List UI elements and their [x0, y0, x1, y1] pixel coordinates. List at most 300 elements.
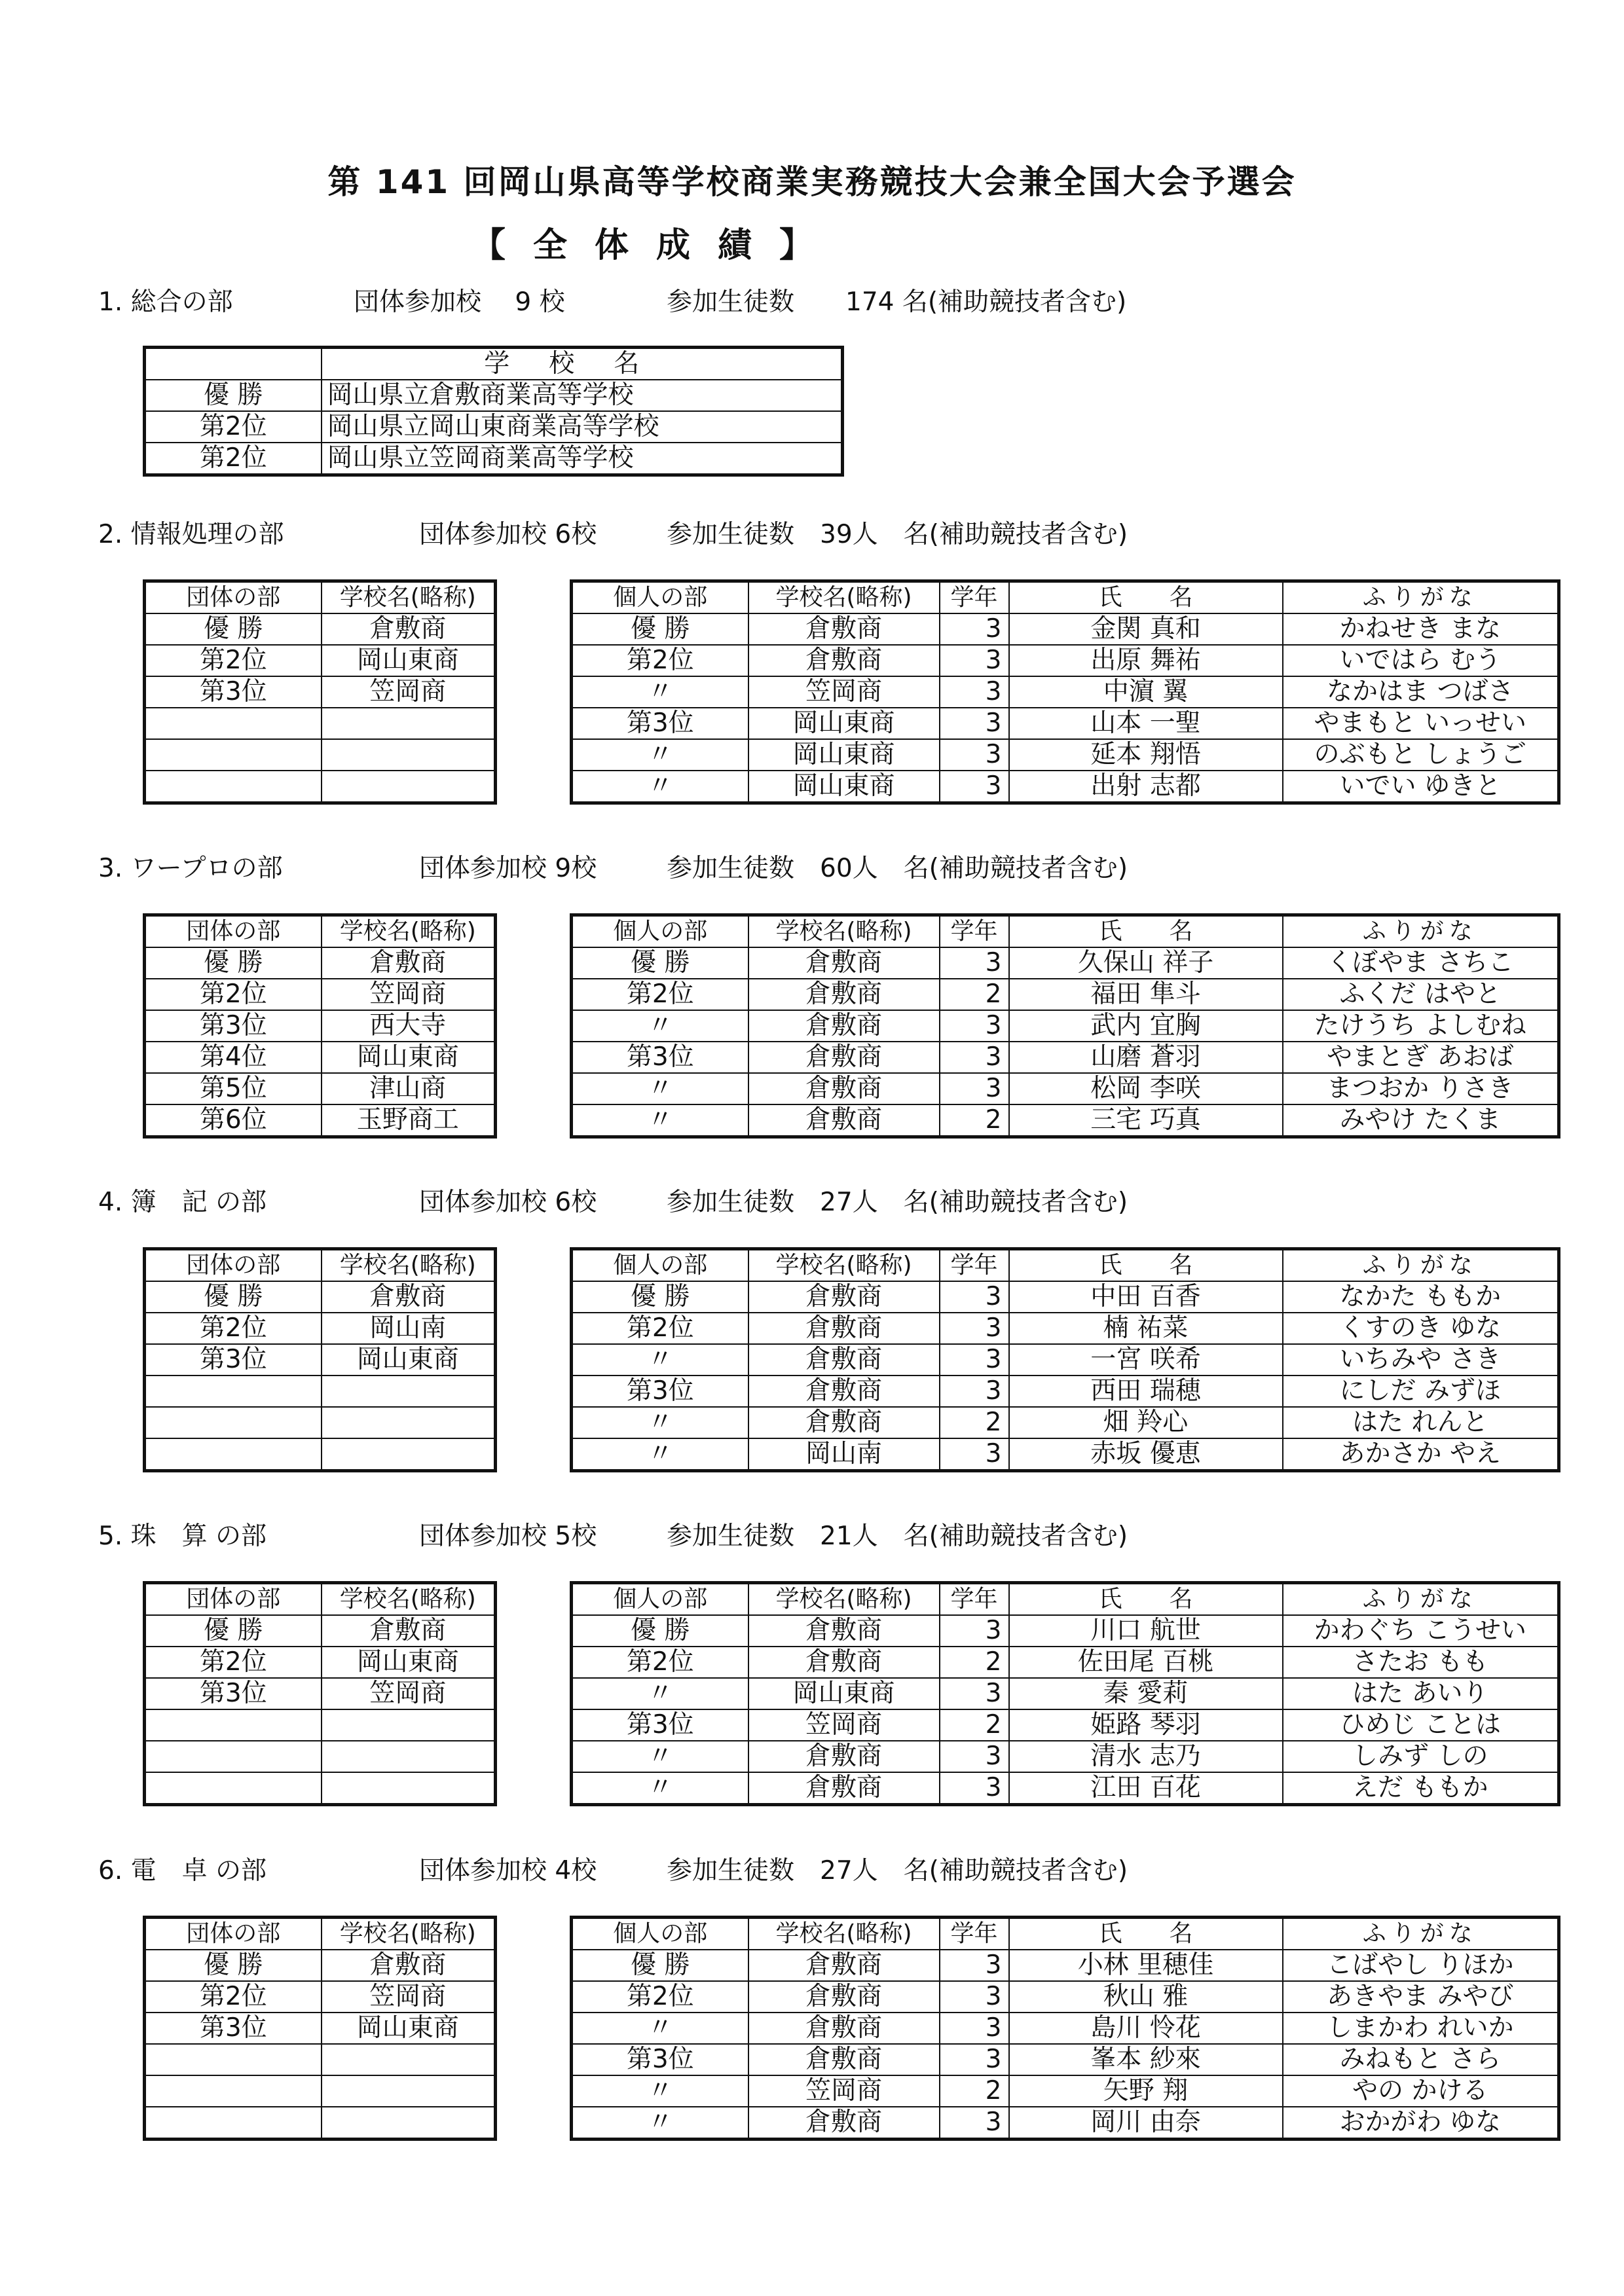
- school-cell: 岡山東商: [748, 771, 940, 803]
- rank-cell: 〃: [572, 739, 748, 771]
- furigana-cell: おかがわ ゆな: [1283, 2107, 1559, 2140]
- rank-cell: 〃: [572, 1772, 748, 1805]
- table-header-row: [145, 915, 496, 948]
- rank-cell: 〃: [572, 1678, 748, 1709]
- furigana-cell: のぶもと しょうご: [1283, 739, 1559, 771]
- school-cell: [322, 2075, 496, 2107]
- school-cell: [322, 1772, 496, 1805]
- rank-cell: 第2位: [145, 979, 322, 1010]
- header-furigana: ふりがな: [1283, 1918, 1559, 1950]
- furigana-cell: みねもと さら: [1283, 2044, 1559, 2075]
- name-cell: 秋山 雅: [1009, 1981, 1283, 2013]
- team-results-table: [143, 1247, 497, 1472]
- name-cell: 武内 宜胸: [1009, 1010, 1283, 1042]
- school-cell: 倉敷商: [748, 1615, 940, 1647]
- furigana-cell: かわぐち こうせい: [1283, 1615, 1559, 1647]
- rank-cell: 第2位: [572, 1981, 748, 2013]
- rank-cell: 第2位: [145, 1647, 322, 1678]
- header-name: 氏 名: [1009, 1249, 1283, 1282]
- table-row: [572, 739, 1559, 771]
- school-cell: 倉敷商: [748, 1344, 940, 1376]
- table-row: [572, 1772, 1559, 1805]
- header-rank: 個人の部: [572, 581, 748, 614]
- table-row: [572, 1407, 1559, 1438]
- table-row: [572, 979, 1559, 1010]
- grade-cell: 3: [940, 1678, 1009, 1709]
- header-name: 氏 名: [1009, 581, 1283, 614]
- table-header-row: [572, 581, 1559, 614]
- student-count: 参加生徒数 60人 名(補助競技者含む): [667, 854, 1128, 883]
- school-cell: [322, 1741, 496, 1772]
- header-grade: 学年: [940, 915, 1009, 948]
- school-cell: 倉敷商: [748, 1104, 940, 1137]
- header-grade: 学年: [940, 1249, 1009, 1282]
- rank-cell: 第2位: [145, 1313, 322, 1344]
- table-header-row: [572, 1918, 1559, 1950]
- header-cell: 団体の部: [145, 1249, 322, 1282]
- furigana-cell: やまとぎ あおば: [1283, 1042, 1559, 1073]
- student-count: 参加生徒数 174 名(補助競技者含む): [667, 287, 1127, 317]
- grade-cell: 3: [940, 1042, 1009, 1073]
- school-cell: 岡山東商: [322, 645, 496, 676]
- table-row: [572, 1615, 1559, 1647]
- rank-cell: 〃: [572, 2013, 748, 2044]
- table-row: [145, 1010, 496, 1042]
- furigana-cell: なかた ももか: [1283, 1281, 1559, 1313]
- name-cell: 久保山 祥子: [1009, 947, 1283, 979]
- table-row: [572, 1709, 1559, 1741]
- section-title: 3. ワープロの部: [98, 854, 283, 883]
- table-row: [145, 1073, 496, 1104]
- grade-cell: 3: [940, 676, 1009, 708]
- header-cell: 団体の部: [145, 915, 322, 948]
- table-header-row: [145, 1918, 496, 1950]
- table-row: [572, 2044, 1559, 2075]
- student-count: 参加生徒数 21人 名(補助競技者含む): [667, 1522, 1128, 1551]
- rank-cell: [145, 1741, 322, 1772]
- school-cell: 笠岡商: [322, 1678, 496, 1709]
- table-row: [145, 380, 843, 411]
- name-cell: 矢野 翔: [1009, 2075, 1283, 2107]
- table-row: [145, 947, 496, 979]
- furigana-cell: かねせき まな: [1283, 613, 1559, 645]
- school-cell: [322, 2044, 496, 2075]
- furigana-cell: なかはま つばさ: [1283, 676, 1559, 708]
- header-cell: 団体の部: [145, 1918, 322, 1950]
- school-cell: 倉敷商: [748, 1772, 940, 1805]
- document-title: 第 141 回岡山県高等学校商業実務競技大会兼全国大会予選会: [327, 163, 1297, 201]
- rank-cell: 〃: [572, 676, 748, 708]
- table-row: [572, 1950, 1559, 1981]
- furigana-cell: いでい ゆきと: [1283, 771, 1559, 803]
- section-title: 6. 電 卓 の部: [98, 1856, 267, 1886]
- rank-cell: 優 勝: [145, 380, 322, 411]
- rank-cell: 第3位: [572, 2044, 748, 2075]
- school-cell: 玉野商工: [322, 1104, 496, 1137]
- name-cell: 西田 瑞穂: [1009, 1376, 1283, 1407]
- table-row: [145, 2044, 496, 2075]
- name-cell: 出原 舞祐: [1009, 645, 1283, 676]
- school-cell: 笠岡商: [322, 979, 496, 1010]
- table-row: [145, 2013, 496, 2044]
- school-cell: [322, 739, 496, 771]
- table-header-row: [572, 915, 1559, 948]
- rank-cell: [145, 1709, 322, 1741]
- header-cell: 団体の部: [145, 581, 322, 614]
- table-row: [572, 2107, 1559, 2140]
- furigana-cell: あかさか やえ: [1283, 1438, 1559, 1471]
- school-cell: 倉敷商: [748, 1313, 940, 1344]
- table-row: [572, 1281, 1559, 1313]
- furigana-cell: いではら むう: [1283, 645, 1559, 676]
- school-cell: 倉敷商: [322, 947, 496, 979]
- rank-cell: 第2位: [572, 979, 748, 1010]
- table-row: [572, 1104, 1559, 1137]
- rank-cell: 第3位: [145, 676, 322, 708]
- rank-cell: 第6位: [145, 1104, 322, 1137]
- school-cell: 笠岡商: [748, 2075, 940, 2107]
- furigana-cell: しみず しの: [1283, 1741, 1559, 1772]
- name-cell: 畑 羚心: [1009, 1407, 1283, 1438]
- table-row: [572, 1313, 1559, 1344]
- header-furigana: ふりがな: [1283, 581, 1559, 614]
- school-cell: 笠岡商: [748, 1709, 940, 1741]
- header-rank: 個人の部: [572, 1918, 748, 1950]
- table-row: [145, 1104, 496, 1137]
- rank-cell: 第5位: [145, 1073, 322, 1104]
- header-name: 氏 名: [1009, 1583, 1283, 1616]
- furigana-cell: みやけ たくま: [1283, 1104, 1559, 1137]
- name-cell: 楠 祐菜: [1009, 1313, 1283, 1344]
- school-cell: 倉敷商: [748, 645, 940, 676]
- team-count: 団体参加校 5校: [419, 1522, 597, 1551]
- school-cell: 倉敷商: [748, 1407, 940, 1438]
- rank-cell: [145, 1438, 322, 1471]
- rank-cell: 優 勝: [145, 613, 322, 645]
- grade-cell: 2: [940, 1407, 1009, 1438]
- rank-cell: 第3位: [572, 1709, 748, 1741]
- header-cell: 学校名(略称): [322, 915, 496, 948]
- header-rank: 個人の部: [572, 1583, 748, 1616]
- name-cell: 川口 航世: [1009, 1615, 1283, 1647]
- school-cell: 倉敷商: [748, 1073, 940, 1104]
- school-cell: 笠岡商: [322, 676, 496, 708]
- school-cell: [322, 1438, 496, 1471]
- individual-results-table: [570, 913, 1560, 1139]
- furigana-cell: まつおか りさき: [1283, 1073, 1559, 1104]
- team-results-table: [143, 1916, 497, 2141]
- name-cell: 赤坂 優恵: [1009, 1438, 1283, 1471]
- individual-results-table: [570, 579, 1560, 805]
- individual-results-table: [570, 1916, 1560, 2141]
- rank-cell: [145, 2044, 322, 2075]
- team-results-table: [143, 579, 497, 805]
- header-school: 学校名(略称): [748, 1583, 940, 1616]
- rank-cell: 優 勝: [145, 947, 322, 979]
- school-cell: 倉敷商: [748, 979, 940, 1010]
- table-row: [572, 613, 1559, 645]
- header-cell: 学校名(略称): [322, 1249, 496, 1282]
- table-header-row: [572, 1249, 1559, 1282]
- rank-cell: 〃: [572, 1010, 748, 1042]
- name-cell: 山本 一聖: [1009, 708, 1283, 739]
- rank-cell: [145, 771, 322, 803]
- team-count: 団体参加校 9校: [419, 854, 597, 883]
- furigana-cell: ひめじ ことは: [1283, 1709, 1559, 1741]
- table-row: [572, 1741, 1559, 1772]
- rank-cell: 〃: [572, 2075, 748, 2107]
- grade-cell: 3: [940, 1376, 1009, 1407]
- name-cell: 峯本 紗來: [1009, 2044, 1283, 2075]
- grade-cell: 3: [940, 1981, 1009, 2013]
- grade-cell: 3: [940, 645, 1009, 676]
- school-cell: 倉敷商: [322, 1281, 496, 1313]
- document-subtitle: 【全体成績】: [471, 226, 841, 265]
- header-grade: 学年: [940, 1583, 1009, 1616]
- furigana-cell: ふくだ はやと: [1283, 979, 1559, 1010]
- rank-cell: [145, 2107, 322, 2140]
- furigana-cell: やまもと いっせい: [1283, 708, 1559, 739]
- table-row: [145, 1950, 496, 1981]
- grade-cell: 3: [940, 2107, 1009, 2140]
- rank-cell: 第2位: [572, 1313, 748, 1344]
- school-cell: 岡山東商: [322, 1647, 496, 1678]
- rank-cell: 第3位: [572, 1376, 748, 1407]
- table-row: [145, 1709, 496, 1741]
- table-header-row: [572, 1583, 1559, 1616]
- header-cell: [145, 348, 322, 380]
- header-grade: 学年: [940, 581, 1009, 614]
- name-cell: 中濵 翼: [1009, 676, 1283, 708]
- overall-results-table: [143, 346, 844, 477]
- grade-cell: 3: [940, 1010, 1009, 1042]
- school-cell: 笠岡商: [748, 676, 940, 708]
- furigana-cell: くすのき ゆな: [1283, 1313, 1559, 1344]
- table-row: [145, 1281, 496, 1313]
- table-row: [145, 979, 496, 1010]
- rank-cell: 第2位: [145, 645, 322, 676]
- name-cell: 清水 志乃: [1009, 1741, 1283, 1772]
- table-row: [145, 739, 496, 771]
- rank-cell: 優 勝: [145, 1615, 322, 1647]
- school-cell: 岡山県立倉敷商業高等学校: [322, 380, 843, 411]
- table-row: [572, 1073, 1559, 1104]
- rank-cell: 第2位: [145, 411, 322, 443]
- grade-cell: 2: [940, 1647, 1009, 1678]
- furigana-cell: いちみや さき: [1283, 1344, 1559, 1376]
- school-cell: 岡山東商: [322, 1042, 496, 1073]
- furigana-cell: やの かける: [1283, 2075, 1559, 2107]
- rank-cell: [145, 739, 322, 771]
- table-row: [145, 1407, 496, 1438]
- table-row: [572, 1010, 1559, 1042]
- furigana-cell: くぼやま さちこ: [1283, 947, 1559, 979]
- rank-cell: 第3位: [145, 2013, 322, 2044]
- name-cell: 松岡 李咲: [1009, 1073, 1283, 1104]
- school-cell: 岡山県立岡山東商業高等学校: [322, 411, 843, 443]
- rank-cell: 第3位: [572, 708, 748, 739]
- table-row: [572, 1981, 1559, 2013]
- table-row: [145, 1438, 496, 1471]
- rank-cell: [145, 2075, 322, 2107]
- name-cell: 中田 百香: [1009, 1281, 1283, 1313]
- school-cell: 倉敷商: [748, 1042, 940, 1073]
- school-cell: 倉敷商: [748, 1010, 940, 1042]
- table-row: [145, 676, 496, 708]
- furigana-cell: たけうち よしむね: [1283, 1010, 1559, 1042]
- individual-results-table: [570, 1247, 1560, 1472]
- table-row: [572, 1042, 1559, 1073]
- rank-cell: 〃: [572, 1438, 748, 1471]
- rank-cell: [145, 1772, 322, 1805]
- name-cell: 島川 怜花: [1009, 2013, 1283, 2044]
- school-cell: 岡山東商: [748, 1678, 940, 1709]
- team-count: 団体参加校 6校: [419, 1188, 597, 1217]
- grade-cell: 3: [940, 1073, 1009, 1104]
- table-row: [145, 1772, 496, 1805]
- student-count: 参加生徒数 27人 名(補助競技者含む): [667, 1188, 1128, 1217]
- rank-cell: 第2位: [145, 443, 322, 475]
- rank-cell: 〃: [572, 1344, 748, 1376]
- section-title: 2. 情報処理の部: [98, 520, 284, 549]
- section-title: 1. 総合の部: [98, 287, 233, 317]
- header-school: 学校名(略称): [748, 1249, 940, 1282]
- name-cell: 福田 隼斗: [1009, 979, 1283, 1010]
- table-header-row: [145, 348, 843, 380]
- table-row: [572, 1647, 1559, 1678]
- school-cell: 岡山東商: [748, 708, 940, 739]
- header-furigana: ふりがな: [1283, 915, 1559, 948]
- furigana-cell: にしだ みずほ: [1283, 1376, 1559, 1407]
- individual-results-table: [570, 1581, 1560, 1806]
- header-cell-school: 学校名: [322, 348, 843, 380]
- table-row: [572, 645, 1559, 676]
- name-cell: 小林 里穂佳: [1009, 1950, 1283, 1981]
- table-row: [145, 1741, 496, 1772]
- school-cell: 倉敷商: [748, 1281, 940, 1313]
- header-cell: 学校名(略称): [322, 1583, 496, 1616]
- table-row: [572, 771, 1559, 803]
- name-cell: 出射 志都: [1009, 771, 1283, 803]
- grade-cell: 3: [940, 1344, 1009, 1376]
- rank-cell: 〃: [572, 2107, 748, 2140]
- grade-cell: 3: [940, 1281, 1009, 1313]
- rank-cell: 優 勝: [145, 1950, 322, 1981]
- rank-cell: 優 勝: [572, 1615, 748, 1647]
- table-row: [145, 771, 496, 803]
- rank-cell: [145, 708, 322, 739]
- table-row: [145, 411, 843, 443]
- name-cell: 佐田尾 百桃: [1009, 1647, 1283, 1678]
- table-row: [145, 1647, 496, 1678]
- table-row: [145, 1344, 496, 1376]
- grade-cell: 3: [940, 739, 1009, 771]
- header-school: 学校名(略称): [748, 581, 940, 614]
- header-grade: 学年: [940, 1918, 1009, 1950]
- grade-cell: 3: [940, 1772, 1009, 1805]
- school-cell: 倉敷商: [748, 613, 940, 645]
- grade-cell: 3: [940, 613, 1009, 645]
- team-count: 団体参加校 4校: [419, 1856, 597, 1886]
- student-count: 参加生徒数 27人 名(補助競技者含む): [667, 1856, 1128, 1886]
- rank-cell: 第3位: [145, 1010, 322, 1042]
- grade-cell: 2: [940, 1104, 1009, 1137]
- furigana-cell: こばやし りほか: [1283, 1950, 1559, 1981]
- school-cell: 倉敷商: [322, 1615, 496, 1647]
- school-cell: [322, 1376, 496, 1407]
- table-row: [145, 645, 496, 676]
- name-cell: 延本 翔悟: [1009, 739, 1283, 771]
- rank-cell: 〃: [572, 771, 748, 803]
- rank-cell: 第2位: [572, 645, 748, 676]
- school-cell: 津山商: [322, 1073, 496, 1104]
- school-cell: 倉敷商: [748, 2044, 940, 2075]
- team-results-table: [143, 1581, 497, 1806]
- rank-cell: 優 勝: [145, 1281, 322, 1313]
- rank-cell: 優 勝: [572, 613, 748, 645]
- rank-cell: 優 勝: [572, 1950, 748, 1981]
- table-row: [572, 676, 1559, 708]
- grade-cell: 3: [940, 2044, 1009, 2075]
- header-rank: 個人の部: [572, 915, 748, 948]
- grade-cell: 3: [940, 2013, 1009, 2044]
- grade-cell: 3: [940, 1438, 1009, 1471]
- name-cell: 秦 愛莉: [1009, 1678, 1283, 1709]
- furigana-cell: はた あいり: [1283, 1678, 1559, 1709]
- table-row: [145, 1042, 496, 1073]
- school-cell: [322, 2107, 496, 2140]
- rank-cell: 第3位: [572, 1042, 748, 1073]
- name-cell: 一宮 咲希: [1009, 1344, 1283, 1376]
- grade-cell: 2: [940, 2075, 1009, 2107]
- furigana-cell: あきやま みやび: [1283, 1981, 1559, 2013]
- table-row: [572, 947, 1559, 979]
- grade-cell: 3: [940, 1615, 1009, 1647]
- school-cell: [322, 1407, 496, 1438]
- header-cell: 学校名(略称): [322, 581, 496, 614]
- header-cell: 団体の部: [145, 1583, 322, 1616]
- table-row: [145, 2107, 496, 2140]
- rank-cell: 〃: [572, 1073, 748, 1104]
- section-title: 4. 簿 記 の部: [98, 1188, 267, 1217]
- name-cell: 山磨 蒼羽: [1009, 1042, 1283, 1073]
- header-furigana: ふりがな: [1283, 1249, 1559, 1282]
- grade-cell: 3: [940, 771, 1009, 803]
- school-cell: 倉敷商: [748, 2107, 940, 2140]
- school-cell: [322, 1709, 496, 1741]
- rank-cell: [145, 1376, 322, 1407]
- header-name: 氏 名: [1009, 915, 1283, 948]
- furigana-cell: さたお もも: [1283, 1647, 1559, 1678]
- school-cell: 倉敷商: [322, 613, 496, 645]
- table-header-row: [145, 1583, 496, 1616]
- school-cell: 岡山県立笠岡商業高等学校: [322, 443, 843, 475]
- name-cell: 江田 百花: [1009, 1772, 1283, 1805]
- furigana-cell: しまかわ れいか: [1283, 2013, 1559, 2044]
- rank-cell: 第2位: [145, 1981, 322, 2013]
- table-header-row: [145, 1249, 496, 1282]
- grade-cell: 2: [940, 1709, 1009, 1741]
- header-school: 学校名(略称): [748, 1918, 940, 1950]
- name-cell: 三宅 巧真: [1009, 1104, 1283, 1137]
- table-row: [572, 2013, 1559, 2044]
- header-name: 氏 名: [1009, 1918, 1283, 1950]
- school-cell: 倉敷商: [748, 1647, 940, 1678]
- rank-cell: 第3位: [145, 1344, 322, 1376]
- school-cell: 笠岡商: [322, 1981, 496, 2013]
- header-school: 学校名(略称): [748, 915, 940, 948]
- school-cell: 岡山南: [748, 1438, 940, 1471]
